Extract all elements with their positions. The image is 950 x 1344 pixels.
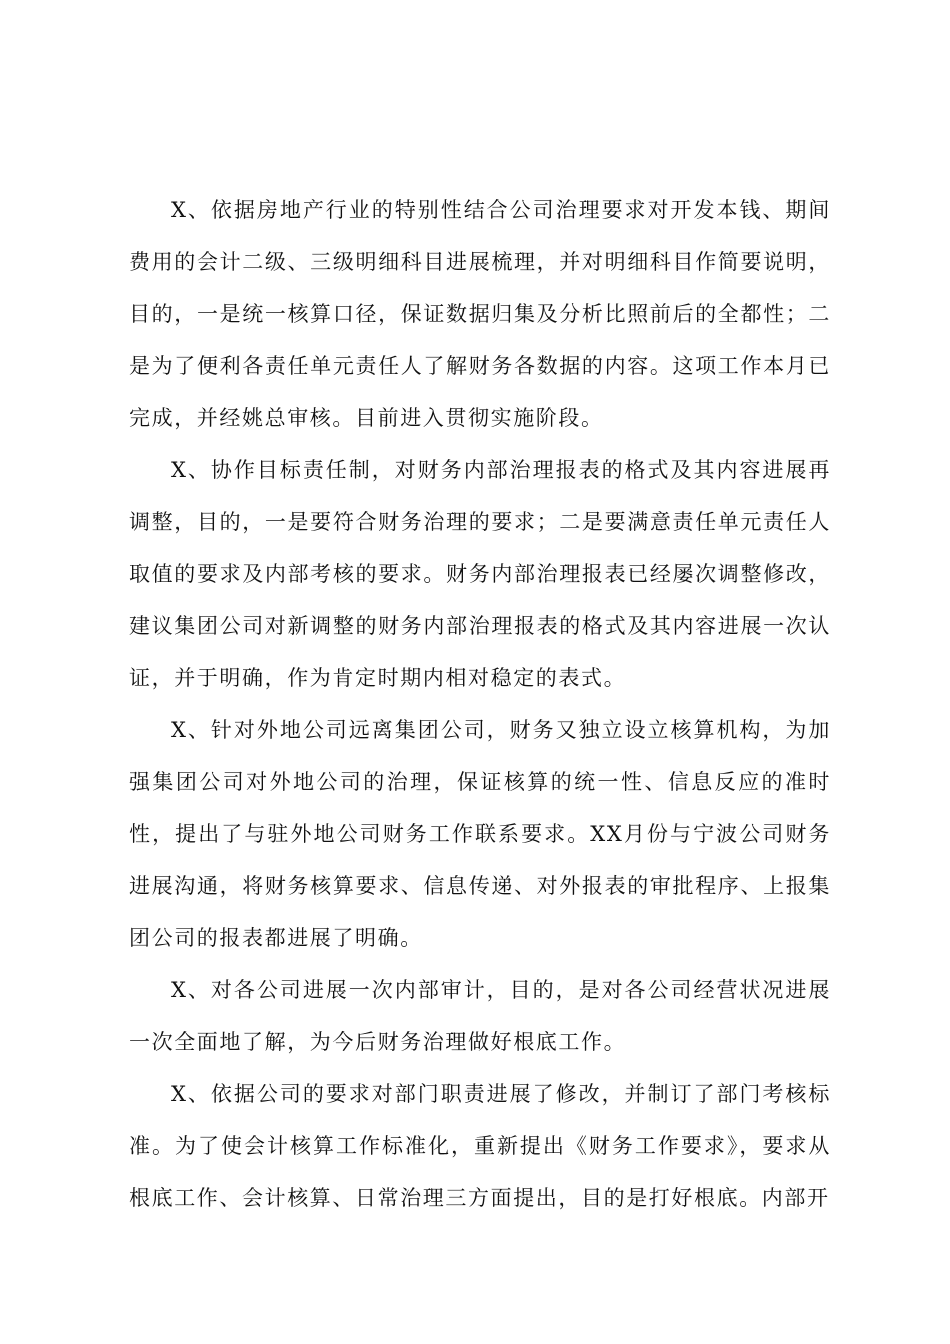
paragraph-5: X、依据公司的要求对部门职责进展了修改，并制订了部门考核标准。为了使会计核算工作标准化，重新提出《财务工作要求》，要求从根底工作、会计核算、日常治理三方面提出，目的是打好根底。内部开	[129, 1082, 831, 1210]
paragraph-2: X、协作目标责任制，对财务内部治理报表的格式及其内容进展再调整，目的，一是要符合财务治理的要求；二是要满意责任单元责任人取值的要求及内部考核的要求。财务内部治理报表已经屡次调整修改，建议集团公司对新调整的财务内部治理报表的格式及其内容进展一次认证，并于明确，作为肯定时期内相对稳定的表式。	[129, 458, 831, 690]
document-body	[129, 184, 831, 1224]
paragraph-4: X、对各公司进展一次内部审计，目的，是对各公司经营状况进展一次全面地了解，为今后财务治理做好根底工作。	[129, 978, 831, 1054]
paragraph-3: X、针对外地公司远离集团公司，财务又独立设立核算机构，为加强集团公司对外地公司的治理，保证核算的统一性、信息反应的准时性，提出了与驻外地公司财务工作联系要求。XX月份与宁波公司财务进展沟通，将财务核算要求、信息传递、对外报表的审批程序、上报集团公司的报表都进展了明确。	[129, 718, 831, 950]
paragraph-1: X、依据房地产行业的特别性结合公司治理要求对开发本钱、期间费用的会计二级、三级明细科目进展梳理，并对明细科目作简要说明，目的，一是统一核算口径，保证数据归集及分析比照前后的全都性；二是为了便利各责任单元责任人了解财务各数据的内容。这项工作本月已完成，并经姚总审核。目前进入贯彻实施阶段。	[129, 198, 831, 430]
